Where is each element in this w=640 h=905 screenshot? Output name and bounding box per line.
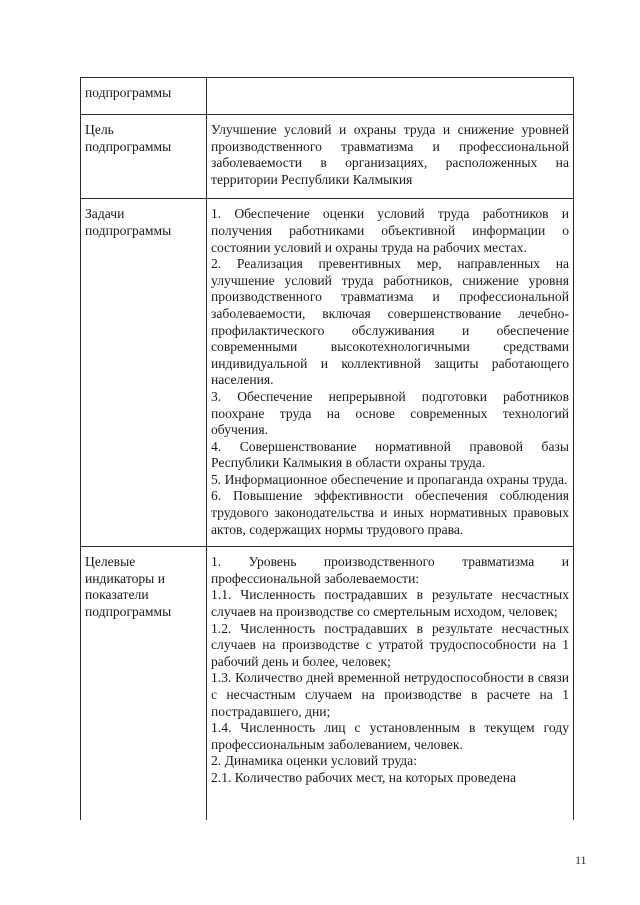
row-content-cell bbox=[207, 78, 574, 115]
row-label: Целевые bbox=[85, 554, 136, 570]
table-row bbox=[81, 78, 574, 115]
task-item: 3. Обеспечение непрерывной подготовки работников поохране труда на основе современных технологий обучения. bbox=[211, 388, 569, 438]
indicator-item: 1.4. Численность лиц с установленным в текущем году профессиональным заболеванием, человек. bbox=[211, 720, 569, 752]
task-item: 5. Информационное обеспечение и пропаганда охраны труда. bbox=[211, 471, 568, 487]
row-label: подпрограммы bbox=[85, 604, 172, 620]
indicators-list bbox=[211, 554, 569, 817]
indicator-item: 2.1. Количество рабочих мест, на которых проведена bbox=[211, 769, 517, 785]
goal-text: Улучшение условий и охраны труда и снижение уровней производственного травматизма и профессиональной заболеваемости в организациях, расположенных на территории Республики Калмыкия bbox=[211, 122, 569, 187]
row-label-cell bbox=[81, 115, 207, 199]
page-number: 11 bbox=[575, 853, 587, 867]
row-label: Задачи bbox=[85, 206, 125, 222]
row-label: показатели bbox=[85, 587, 149, 603]
row-label: Цель bbox=[85, 122, 114, 137]
table-row bbox=[81, 115, 574, 199]
program-passport-table bbox=[80, 77, 574, 820]
row-content-cell bbox=[207, 115, 574, 199]
row-label: подпрограммы bbox=[85, 138, 172, 154]
indicator-item: 1.3. Количество дней временной нетрудоспособности в связи с несчастным случаем на производстве в расчете на 1 пострадавшего, дни; bbox=[211, 670, 569, 719]
task-item: 2. Реализация превентивных мер, направленных на улучшение условий труда работников, снижение уровня производственного травматизма и профессиональной заболеваемости, включая совершенствование лечебно-профилактического обслуживания и обеспечение современными высокотехнологичными средствами индивидуальной и коллективной защиты работающего населения. bbox=[211, 256, 569, 388]
indicator-item: 1.2. Численность пострадавших в результате несчастных случаев на производстве с утратой трудоспособности на 1 рабочий день и более, человек; bbox=[211, 620, 569, 669]
task-item: 1. Обеспечение оценки условий труда работников и получения работниками объективной информации о состоянии условий и охраны труда на рабочих местах. bbox=[211, 206, 569, 255]
row-content-cell bbox=[207, 547, 574, 821]
row-content-cell bbox=[207, 199, 574, 547]
row-label: подпрограммы bbox=[85, 222, 172, 238]
table-row bbox=[81, 547, 574, 821]
indicator-item: 2. Динамика оценки условий труда: bbox=[211, 753, 417, 769]
row-label: индикаторы и bbox=[85, 570, 165, 586]
task-item: 4. Совершенствование нормативной правовой базы Республики Калмыкия в области охраны труда. bbox=[211, 438, 569, 471]
row-label-cell bbox=[81, 199, 207, 547]
row-label-cell bbox=[81, 78, 207, 115]
table-row bbox=[81, 199, 574, 547]
indicator-item: 1.1. Численность пострадавших в результате несчастных случаев на производстве со смертельным исходом, человек; bbox=[211, 587, 569, 620]
row-label-cell bbox=[81, 547, 207, 821]
row-label: подпрограммы bbox=[85, 85, 172, 100]
indicator-item: 1. Уровень производственного травматизма и профессиональной заболеваемости: bbox=[211, 554, 569, 586]
task-item: 6. Повышение эффективности обеспечения соблюдения трудового законодательства и иных нормативных правовых актов, содержащих нормы трудового права. bbox=[211, 488, 569, 537]
